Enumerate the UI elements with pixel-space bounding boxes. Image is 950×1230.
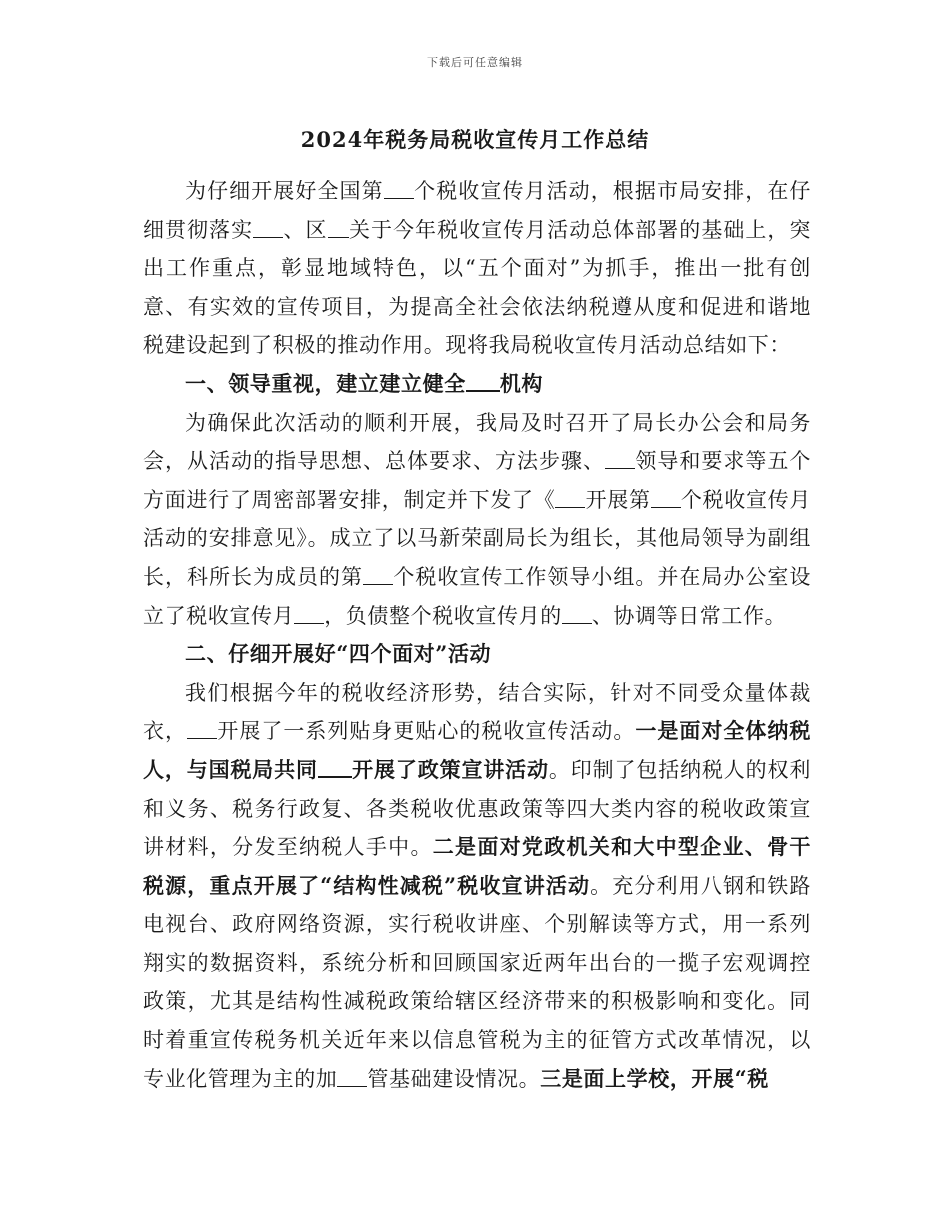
section-1-paragraph bbox=[143, 404, 811, 636]
blank-line bbox=[294, 607, 324, 624]
blank-line bbox=[253, 221, 283, 238]
blank-line bbox=[337, 1070, 367, 1087]
text-run: 、协调等日常工作。 bbox=[591, 603, 787, 628]
text-run: 个税收宣传工作领导小组。并在局办公室设立了税收宣传月 bbox=[143, 564, 811, 628]
text-run: 为确保此次活动的顺利开展，我局及时召开了局长办公会和局务会，从活动的指导思想、总体要求、方法步骤、 bbox=[143, 410, 811, 474]
blank-line bbox=[466, 374, 500, 392]
section-2-paragraph bbox=[143, 674, 811, 1099]
bold-point-1: 一是面对全体纳税人，与国税局共同 bbox=[143, 718, 811, 782]
text-run: ，负债整个税收宣传月的 bbox=[324, 603, 562, 628]
text-run: 个税收宣传月活动，根据市局安排，在仔细贯彻落实 bbox=[143, 179, 811, 242]
text-run: 管基础建设情况。 bbox=[367, 1066, 541, 1091]
blank-line bbox=[605, 452, 635, 469]
text-run: 开展第 bbox=[585, 487, 651, 512]
bold-point-2: 二是面对党政机关和大中型企业、骨干税源，重点开展了“结构性减税”税收宣讲活动 bbox=[143, 834, 811, 898]
bold-point-1-cont: 开展了政策宣讲活动 bbox=[351, 756, 549, 782]
text-run: 。印制了包括纳税人的权利和义务、税务行政复、各类税收优惠政策等四大类内容的税收政策宣讲材料，分发至纳税人手中。 bbox=[143, 757, 811, 860]
section-heading-1 bbox=[143, 365, 811, 404]
blank-line bbox=[555, 491, 585, 508]
page-header: 下载后可任意编辑 bbox=[427, 56, 523, 69]
blank-line bbox=[384, 182, 414, 199]
heading-text: 一、领导重视，建立建立健全 bbox=[185, 370, 466, 396]
text-run: 个税收宣传月活动的安排意见》。成立了以马新荣副局长为组长，其他局领导为副组长，科所长为成员的第 bbox=[143, 487, 811, 589]
bold-point-3: 三是面上学校，开展“税 bbox=[540, 1065, 769, 1091]
text-run: 为仔细开展好全国第 bbox=[185, 179, 384, 203]
intro-paragraph bbox=[143, 172, 811, 365]
blank-line bbox=[562, 607, 592, 624]
blank-line bbox=[318, 760, 352, 778]
text-run: 关于今年税收宣传月活动总体部署的基础上，突出工作重点，彰显地域特色，以“五个面对”为抓手，推出一批有创意、有实效的宣传项目，为提高全社会依法纳税遵从度和促进和谐地税建设起到了积极的推动作用。现将我局税收宣传月活动总结如下： bbox=[143, 217, 812, 358]
text-run: 、区 bbox=[283, 217, 328, 242]
text-run: 领导和要求等五个方面进行了周密部署安排，制定并下发了《 bbox=[143, 449, 811, 512]
text-run: 开展了一系列贴身更贴心的税收宣传活动。 bbox=[217, 719, 636, 744]
section-heading-2: 二、仔细开展好“四个面对”活动 bbox=[185, 641, 492, 667]
heading-text: 机构 bbox=[499, 370, 544, 396]
text-run: 。充分利用八钢和铁路电视台、政府网络资源，实行税收讲座、个别解读等方式，用一系列翔实的数据资料，系统分析和回顾国家近两年出台的一揽子宏观调控政策，尤其是结构性减税政策给辖区经济带来的积极影响和变化。同时着重宣传税务机关近年来以信息管税为主的征管方式改革情况，以专业化管理为主的加 bbox=[143, 873, 811, 1091]
text-run: 我们根据今年的税收经济形势，结合实际，针对不同受众量体裁衣， bbox=[143, 680, 811, 744]
blank-line bbox=[651, 491, 681, 508]
blank-line bbox=[187, 722, 217, 739]
blank-line bbox=[363, 568, 393, 585]
document-title: 2024年税务局税收宣传月工作总结 bbox=[300, 127, 650, 152]
document-body bbox=[143, 172, 811, 1098]
blank-line bbox=[328, 221, 349, 238]
